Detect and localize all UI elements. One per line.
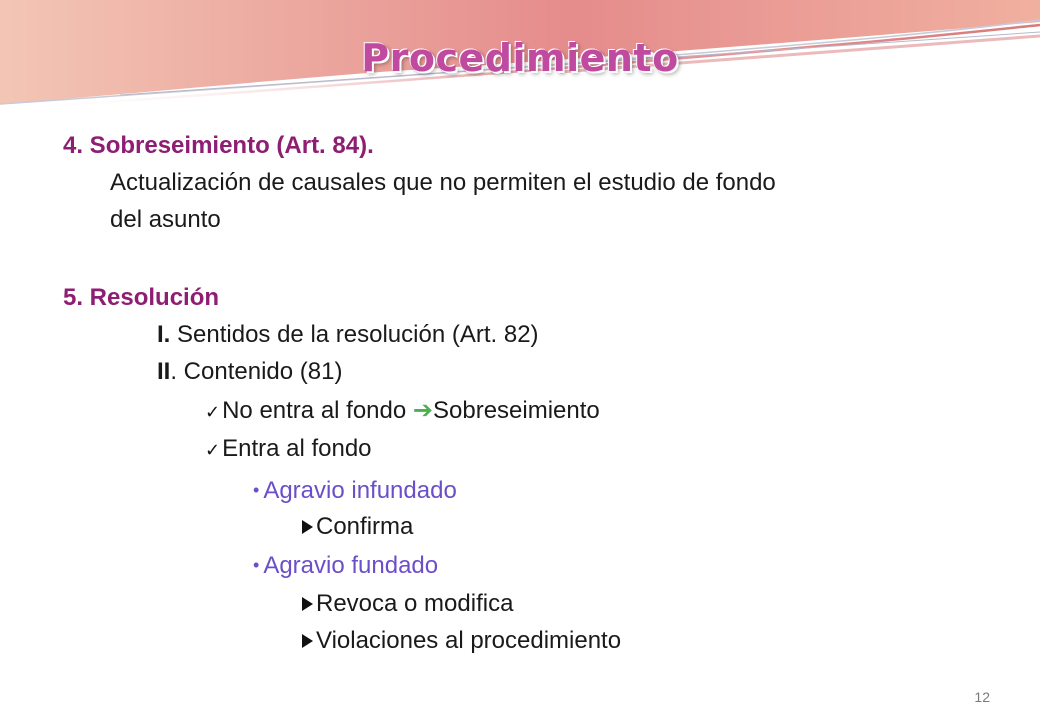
sub-item-3-text: Violaciones al procedimiento — [316, 627, 622, 654]
bullet-item-1-text: Agravio infundado — [263, 477, 457, 504]
triangle-arrow-icon — [302, 520, 313, 534]
check-item-1-text: No entra al fondo — [222, 397, 413, 424]
item-1 — [157, 320, 539, 350]
bullet-item-1 — [253, 475, 457, 506]
bullet-item-2-text: Agravio fundado — [263, 552, 439, 579]
section-4-text-line-1: Actualización de causales que no permiten el estudio de fondo — [110, 169, 776, 196]
checkmark-icon: ✓ — [205, 440, 221, 460]
green-arrow-icon: ➔ — [412, 397, 433, 424]
bullet-dot-icon: • — [253, 480, 260, 500]
item-1-text: Sentidos de la resolución (Art. 82) — [170, 321, 539, 348]
item-1-number: I. — [157, 321, 171, 348]
bullet-dot-icon: • — [253, 555, 260, 575]
check-item-2 — [205, 434, 372, 465]
check-item-1-tail: Sobreseimiento — [433, 397, 600, 424]
checkmark-icon: ✓ — [205, 402, 221, 422]
triangle-arrow-icon — [302, 634, 313, 648]
section-5-heading: 5. Resolución — [63, 284, 220, 311]
check-item-2-text: Entra al fondo — [222, 435, 372, 462]
section-4-text-line-2: del asunto — [110, 206, 221, 233]
slide-title: Procedimiento — [361, 36, 679, 80]
sub-item-1 — [302, 512, 413, 542]
item-2 — [157, 357, 342, 387]
sub-item-3 — [302, 626, 621, 656]
sub-item-1-text: Confirma — [316, 513, 414, 540]
page-number: 12 — [974, 689, 990, 705]
triangle-arrow-icon — [302, 597, 313, 611]
item-2-text: . Contenido (81) — [170, 358, 343, 385]
section-4-heading: 4. Sobreseimiento (Art. 84). — [63, 132, 374, 159]
sub-item-2 — [302, 589, 513, 619]
item-2-number: II — [157, 358, 171, 385]
check-item-1 — [205, 396, 600, 427]
sub-item-2-text: Revoca o modifica — [316, 590, 514, 617]
bullet-item-2 — [253, 550, 438, 581]
